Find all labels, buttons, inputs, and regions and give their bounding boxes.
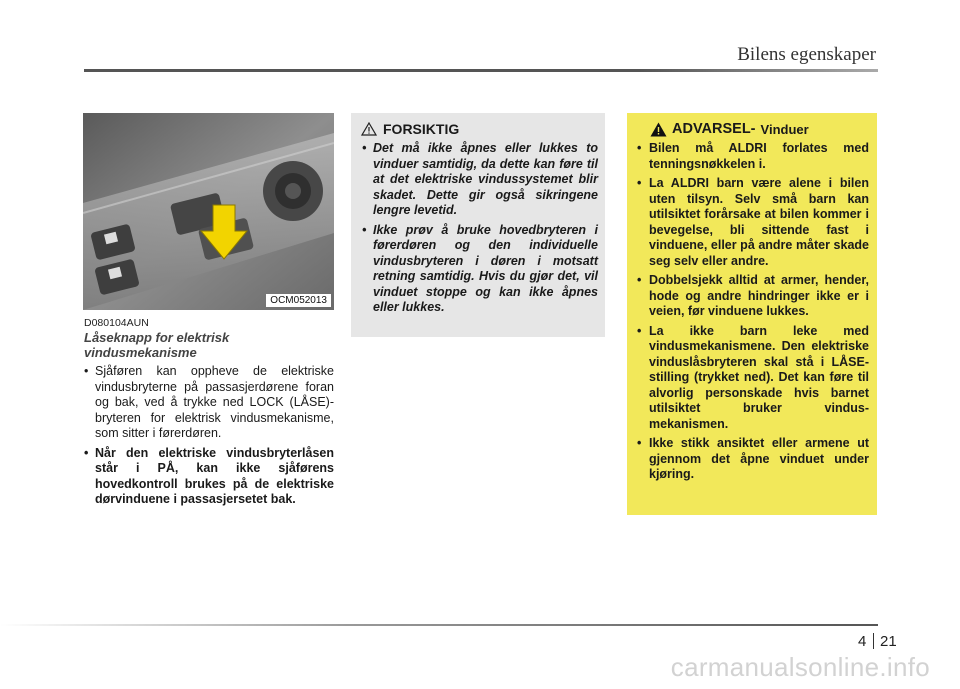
footer-rule — [0, 624, 878, 626]
caution-item: • Ikke prøv å bruke hovedbryteren i førerdøren og den individuelle vindusbryteren i døren i motsatt retning samtidig. Hvis du gjør det, vil vinduet stoppe og kan ikke åpnes eller lukkes. — [361, 223, 598, 316]
warning-header — [650, 121, 869, 137]
caution-header — [361, 121, 598, 137]
caution-box — [351, 113, 605, 337]
section-heading: Låseknapp for elektrisk vindusmekanisme — [84, 330, 230, 360]
warning-item: • Dobbelsjekk alltid at armer, hender, hode og andre hindringer ikke er i veien, før vinduene lukkes. — [636, 273, 869, 320]
warning-triangle-icon — [650, 122, 667, 137]
body-item: • Når den elektriske vindusbryterlåsen står i PÅ, kan ikke sjåførens hovedkontroll brukes på de elektriske dørvinduene i passasjersetet bak. — [84, 446, 334, 508]
caution-list — [361, 141, 598, 316]
watermark: carmanualsonline.info — [670, 652, 930, 682]
page-divider — [873, 633, 874, 649]
warning-list — [636, 141, 869, 483]
warning-title: ADVARSEL- — [672, 121, 756, 137]
page-number: 21 — [880, 633, 897, 650]
warning-item: • Ikke stikk ansiktet eller armene ut gjennom det åpne vinduet under kjøring. — [636, 436, 869, 483]
caution-item: • Det må ikke åpnes eller lukkes to vinduer samtidig, da dette kan føre til at det elektriske vindussystemet blir skadet. Dette gir også sikringene lengre levetid. — [361, 141, 598, 219]
photo-code: OCM052013 — [266, 294, 331, 307]
header-rule — [84, 69, 878, 72]
warning-item: • Bilen må ALDRI forlates med tenningsnøkkelen i. — [636, 141, 869, 172]
warning-item: • La ikke barn leke med vindusmekanismene. Den elektriske vinduslåsbryteren skal stå i LÅSE-stilling (trykket ned). Det kan føre til alvorlig personskade hvis barnet utilsiktet bruker vindus-mekanismen. — [636, 324, 869, 433]
body-item: • Sjåføren kan oppheve de elektriske vindusbryterne på passasjerdørene foran og bak, ved å trykke ned LOCK (LÅSE)-bryteren for elektrisk vindusmekanisme, som sitter i førerdøren. — [84, 364, 334, 442]
caution-title: FORSIKTIG — [383, 121, 460, 137]
header-title: Bilens egenskaper — [737, 44, 876, 65]
warning-subtitle: Vinduer — [760, 121, 809, 137]
caution-triangle-icon — [361, 122, 377, 136]
warning-item: • La ALDRI barn være alene i bilen uten tilsyn. Selv små barn kan utilsiktet forårsake at bilen kommer i bevegelse, bli sittende fast i vinduene, eller på andre måter skade seg selv eller andre. — [636, 176, 869, 269]
warning-box — [627, 113, 877, 515]
window-switch-photo — [83, 113, 334, 310]
body-list — [84, 364, 334, 512]
window-switch-illustration — [83, 113, 334, 310]
doc-code: D080104AUN — [84, 317, 149, 329]
chapter-number: 4 — [858, 633, 867, 650]
